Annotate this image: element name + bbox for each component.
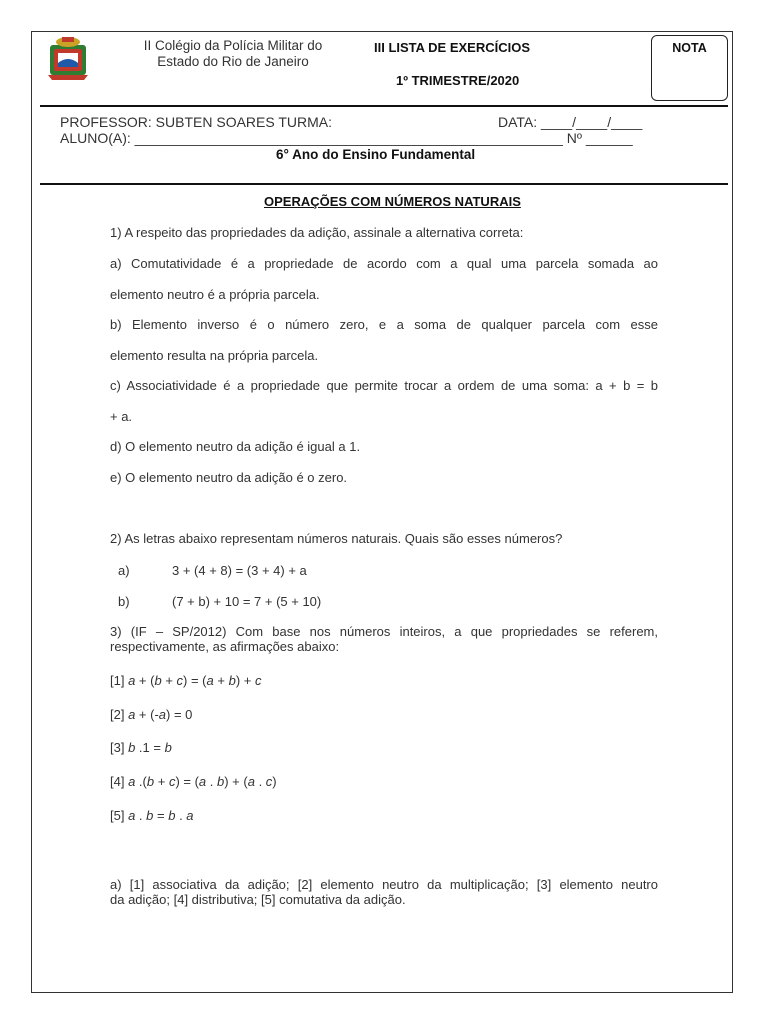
section-title: OPERAÇÕES COM NÚMEROS NATURAIS — [264, 194, 521, 209]
q2-prompt: 2) As letras abaixo representam números naturais. Quais são esses números? — [110, 531, 563, 546]
q3-statement-3: [3] b .1 = b — [110, 740, 172, 755]
q2-item-b-expression: (7 + b) + 10 = 7 + (5 + 10) — [172, 594, 322, 609]
q3-statement-1: [1] a + (b + c) = (a + b) + c — [110, 673, 262, 688]
school-name-line2: Estado do Rio de Janeiro — [157, 54, 309, 69]
grade-level: 6° Ano do Ensino Fundamental — [276, 147, 476, 162]
q1-option-a-line1: a) Comutatividade é a propriedade de acordo com a qual uma parcela somada ao — [110, 256, 658, 271]
header-divider-top — [40, 105, 728, 107]
school-name — [118, 38, 348, 70]
professor-line: PROFESSOR: SUBTEN SOARES TURMA: — [60, 114, 333, 130]
q2-item-a-label: a) — [118, 563, 130, 578]
q3-prompt-line1: 3) (IF – SP/2012) Com base nos números inteiros, a que propriedades se referem, — [110, 624, 658, 639]
q1-option-e: e) O elemento neutro da adição é o zero. — [110, 470, 348, 485]
header-divider-bottom — [40, 183, 728, 185]
student-line: ALUNO(A): _______________________________________________________ Nº ______ — [60, 130, 633, 146]
school-crest-icon — [46, 35, 90, 81]
q2-item-b-label: b) — [118, 594, 130, 609]
q1-option-c-line1: c) Associatividade é a propriedade que permite trocar a ordem de uma soma: a + b = b — [110, 378, 658, 393]
school-name-line1: II Colégio da Polícia Militar do — [143, 38, 323, 53]
grade-box-label: NOTA — [672, 41, 707, 55]
q3-option-a-line2: da adição; [4] distributiva; [5] comutativa da adição. — [110, 892, 406, 907]
q1-option-b-line2: elemento resulta na própria parcela. — [110, 348, 319, 363]
date-line: DATA: ____/____/____ — [498, 114, 643, 130]
grade-box — [651, 35, 728, 101]
q3-statement-2: [2] a + (-a) = 0 — [110, 707, 193, 722]
q1-option-a-line2: elemento neutro é a própria parcela. — [110, 287, 320, 302]
list-title: III LISTA DE EXERCÍCIOS — [374, 40, 531, 55]
q1-option-c-line2: + a. — [110, 409, 133, 424]
q1-option-b-line1: b) Elemento inverso é o número zero, e a soma de qualquer parcela com esse — [110, 317, 658, 332]
exercise-sheet — [31, 31, 733, 993]
term-title: 1º TRIMESTRE/2020 — [396, 73, 520, 88]
q3-prompt-line2: respectivamente, as afirmações abaixo: — [110, 639, 340, 654]
q2-item-a-expression: 3 + (4 + 8) = (3 + 4) + a — [172, 563, 307, 578]
q1-option-d: d) O elemento neutro da adição é igual a 1. — [110, 439, 361, 454]
q3-statement-4: [4] a .(b + c) = (a . b) + (a . c) — [110, 774, 277, 789]
q3-option-a-line1: a) [1] associativa da adição; [2] elemento neutro da multiplicação; [3] elemento neutro — [110, 877, 658, 892]
q1-prompt: 1) A respeito das propriedades da adição, assinale a alternativa correta: — [110, 225, 524, 240]
q3-statement-5: [5] a . b = b . a — [110, 808, 194, 823]
